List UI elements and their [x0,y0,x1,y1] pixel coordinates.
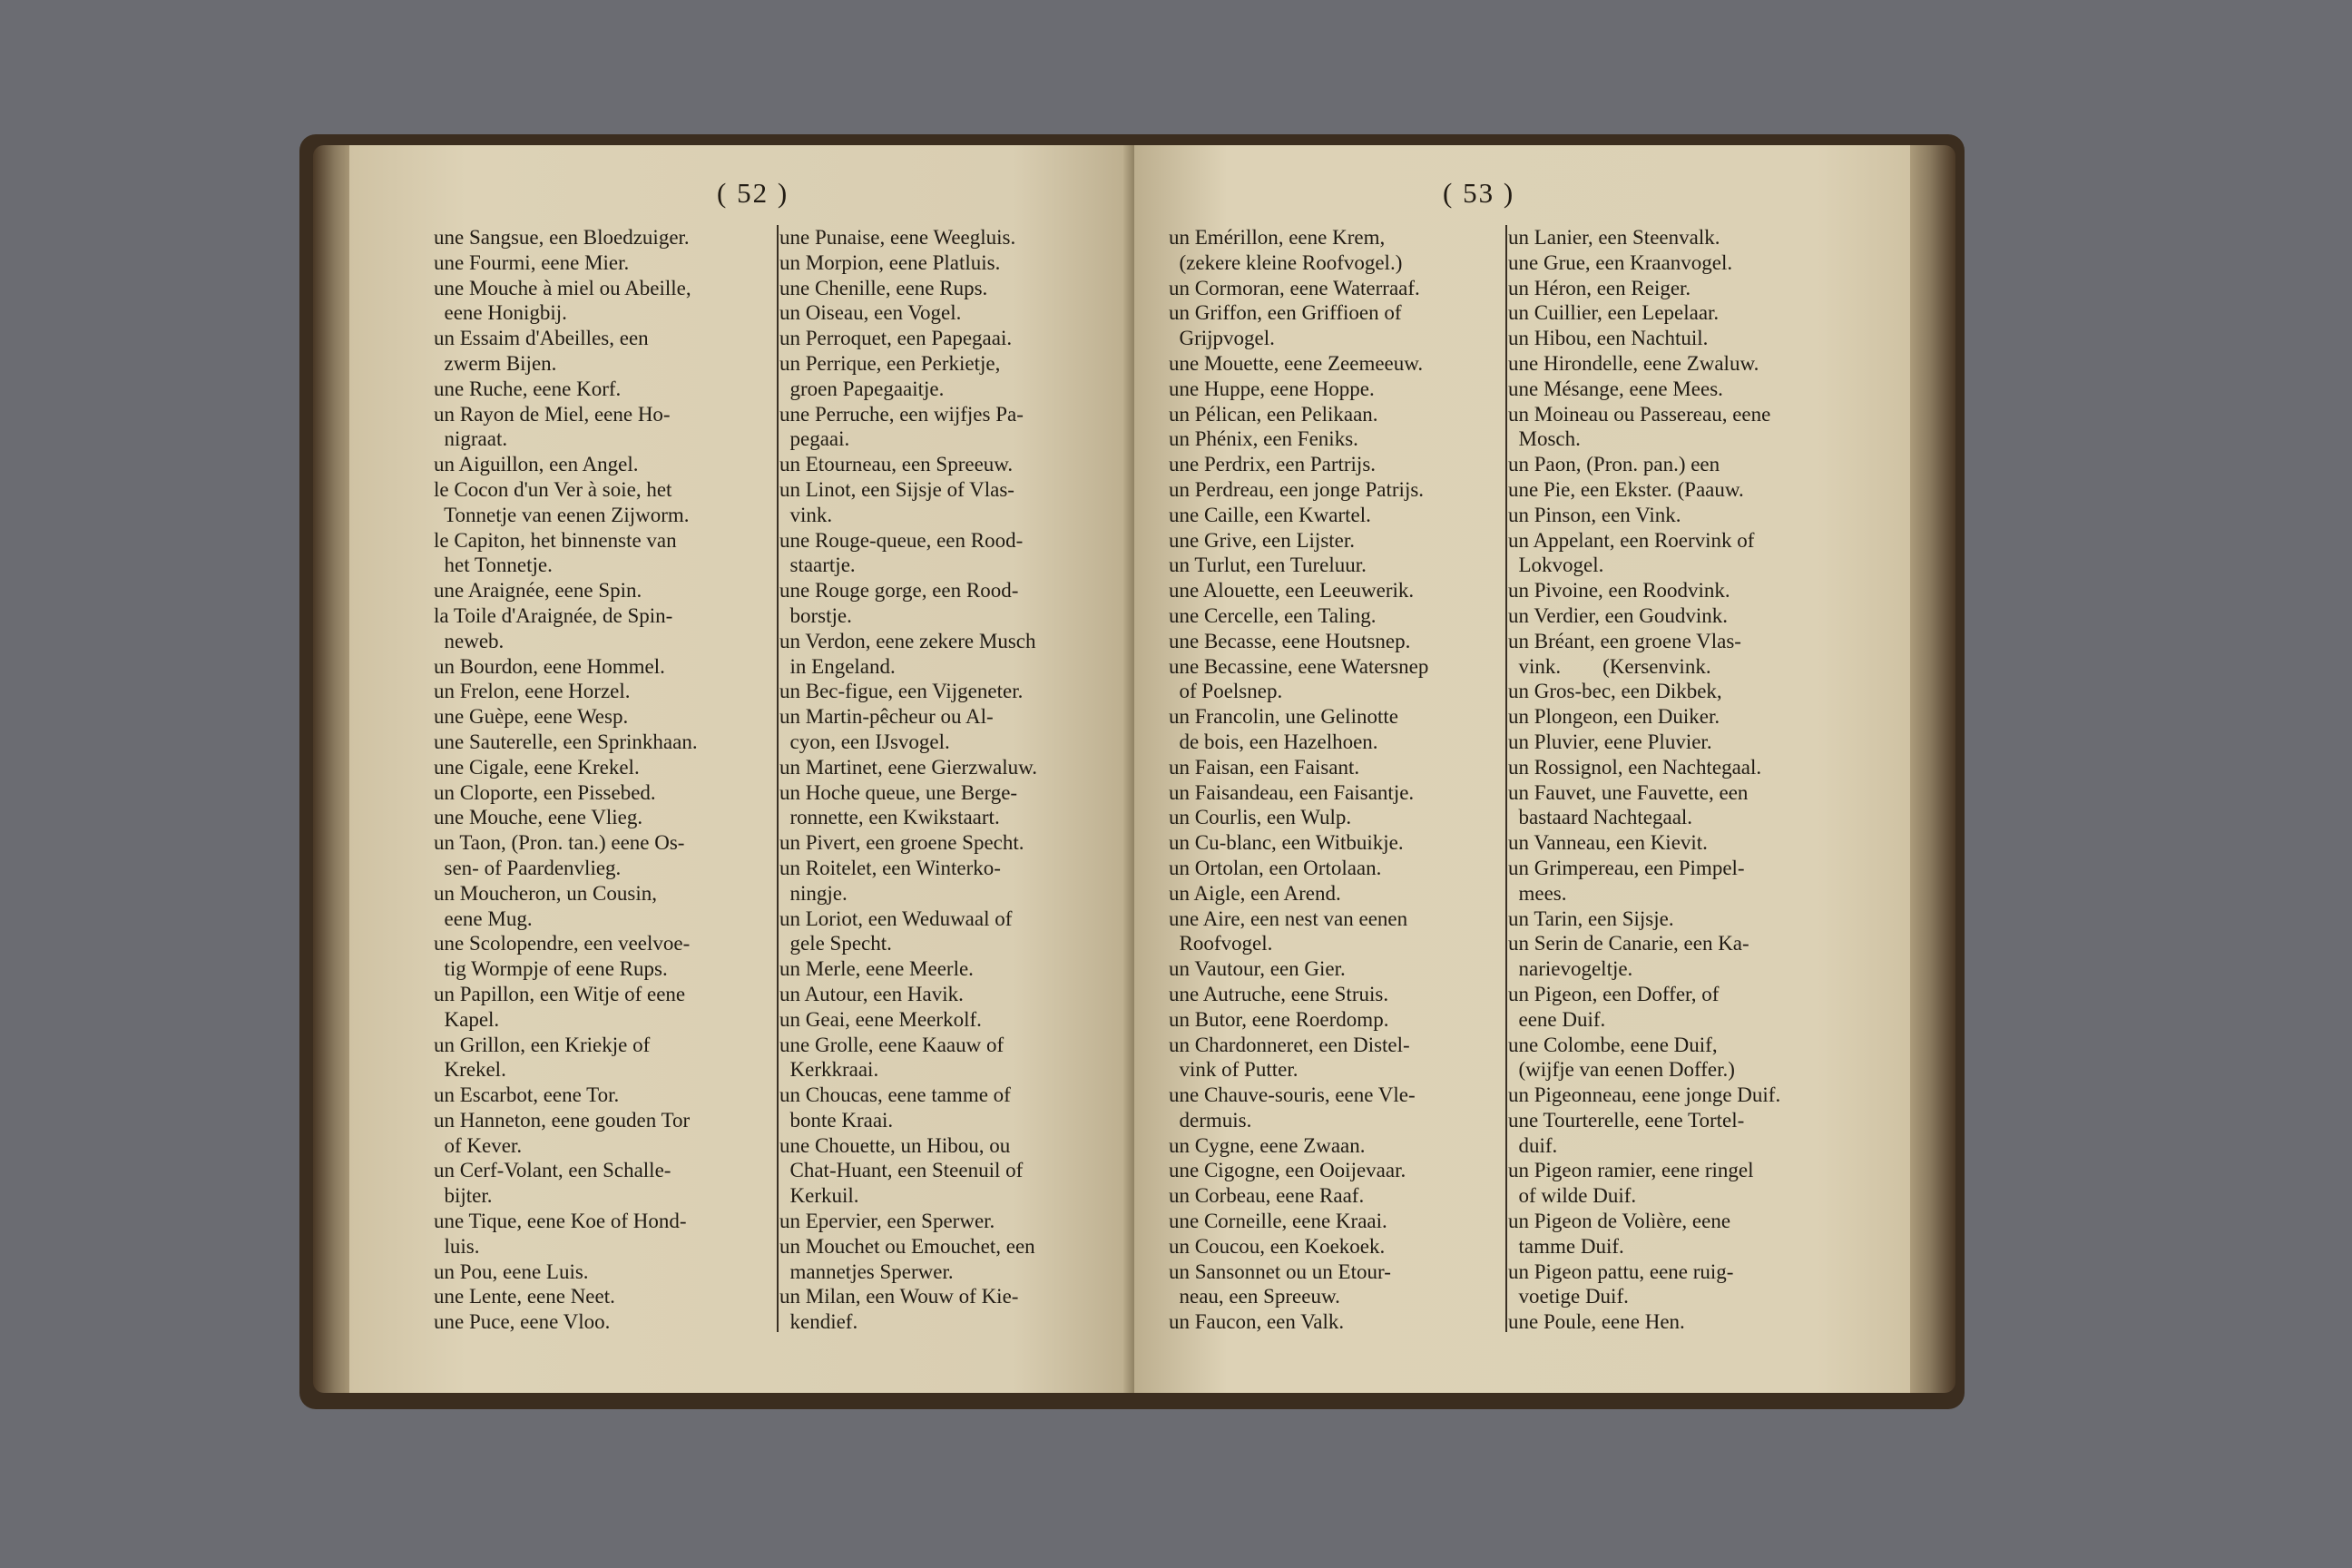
dictionary-entry-line: Kapel. [434,1007,500,1031]
dictionary-entry-line: une Cigogne, een Ooijevaar. [1169,1159,1406,1182]
dictionary-entry-line: un Pigeon ramier, eene ringel [1508,1159,1754,1182]
dictionary-entry-line: une Hirondelle, eene Zwaluw. [1508,351,1759,375]
dictionary-entry-line: un Cygne, eene Zwaan. [1169,1133,1366,1157]
dictionary-entry-line: une Mésange, eene Mees. [1508,377,1723,400]
dictionary-entry-line: un Pivoine, een Roodvink. [1508,579,1730,603]
dictionary-entry-line: un Etourneau, een Spreeuw. [779,453,1014,476]
dictionary-entry-line: un Autour, een Havik. [779,982,964,1005]
dictionary-entry-line: une Pie, een Ekster. (Paauw. [1508,477,1744,501]
dictionary-entry-line: un Grimpereau, een Pimpel- [1508,856,1745,879]
dictionary-entry-line: une Scolopendre, een veelvoe- [434,932,691,956]
dictionary-entry-line: neweb. [434,629,505,652]
dictionary-entry-line: un Courlis, een Wulp. [1169,806,1352,829]
dictionary-entry-line: ronnette, een Kwikstaart. [779,806,1000,829]
dictionary-entry-line: un Mouchet ou Emouchet, een [779,1234,1035,1258]
dictionary-entry-line: un Appelant, een Roervink of [1508,528,1755,552]
dictionary-entry-line: borstje. [779,603,852,627]
dictionary-entry-line: un Corbeau, eene Raaf. [1169,1184,1365,1208]
dictionary-entry-line: Tonnetje van eenen Zijworm. [434,503,690,526]
dictionary-entry-line: une Guèpe, eene Wesp. [434,705,629,729]
dictionary-entry-line: une Corneille, eene Kraai. [1169,1210,1387,1233]
dictionary-entry-line: un Choucas, eene tamme of [779,1083,1011,1107]
dictionary-entry-line: Kerkuil. [779,1184,859,1208]
dictionary-entry-line: une Araignée, eene Spin. [434,579,642,603]
right-page-column-2 [1508,225,1871,1335]
dictionary-entry-line: une Chouette, un Hibou, ou [779,1133,1011,1157]
dictionary-entry-line: un Gros-bec, een Dikbek, [1508,680,1722,703]
dictionary-entry-line: une Autruche, eene Struis. [1169,982,1389,1005]
dictionary-entry-line: un Taon, (Pron. tan.) eene Os- [434,831,685,855]
dictionary-entry-line: un Rayon de Miel, eene Ho- [434,402,671,426]
dictionary-entry-line: un Roitelet, een Winterko- [779,856,1001,879]
dictionary-entry-line: Roofvogel. [1169,932,1273,956]
dictionary-entry-line: un Martin-pêcheur ou Al- [779,705,994,729]
dictionary-entry-line: un Sansonnet ou un Etour- [1169,1259,1391,1283]
left-page [349,145,1130,1393]
dictionary-entry-line: un Epervier, een Sperwer. [779,1210,995,1233]
dictionary-entry-line: dermuis. [1169,1108,1252,1132]
dictionary-entry-line: une Sangsue, een Bloedzuiger. [434,226,690,249]
dictionary-entry-line: nigraat. [434,427,508,451]
column-divider [1505,225,1507,1332]
dictionary-entry-line: une Perruche, een wijfjes Pa- [779,402,1024,426]
dictionary-entry-line: une Mouette, eene Zeemeeuw. [1169,351,1424,375]
dictionary-entry-line: un Loriot, een Weduwaal of [779,906,1013,930]
dictionary-entry-line: une Rouge-queue, een Rood- [779,528,1024,552]
dictionary-entry-line: un Griffon, een Griffioen of [1169,301,1402,325]
dictionary-entry-line: un Linot, een Sijsje of Vlas- [779,477,1014,501]
dictionary-entry-line: le Capiton, het binnenste van [434,528,677,552]
dictionary-entry-line: un Escarbot, eene Tor. [434,1083,620,1107]
dictionary-entry-line: une Tourterelle, eene Tortel- [1508,1108,1745,1132]
dictionary-entry-line: bijter. [434,1184,493,1208]
dictionary-entry-line: une Becasse, eene Houtsnep. [1169,629,1411,652]
column-divider [777,225,779,1332]
right-page-column-1 [1169,225,1532,1335]
dictionary-entry-line: un Pivert, een groene Specht. [779,831,1024,855]
dictionary-entry-line: groen Papegaaitje. [779,377,945,400]
page-number: ( 53 ) [1443,177,1515,209]
dictionary-entry-line: un Hanneton, eene gouden Tor [434,1108,691,1132]
dictionary-entry-line: bastaard Nachtegaal. [1508,806,1693,829]
dictionary-entry-line: un Tarin, een Sijsje. [1508,906,1674,930]
right-page [1134,145,1910,1393]
dictionary-entry-line: mannetjes Sperwer. [779,1259,954,1283]
dictionary-entry-line: un Cormoran, eene Waterraaf. [1169,276,1420,299]
dictionary-entry-line: une Punaise, eene Weegluis. [779,226,1016,249]
dictionary-entry-line: un Perdreau, een jonge Patrijs. [1169,477,1425,501]
dictionary-entry-line: bonte Kraai. [779,1108,894,1132]
dictionary-entry-line: un Verdon, eene zekere Musch [779,629,1036,652]
dictionary-entry-line: une Lente, eene Neet. [434,1285,615,1308]
dictionary-entry-line: un Héron, een Reiger. [1508,276,1691,299]
dictionary-entry-line: pegaai. [779,427,850,451]
dictionary-entry-line: vink of Putter. [1169,1058,1298,1082]
dictionary-entry-line: staartje. [779,554,856,577]
dictionary-entry-line: un Hibou, een Nachtuil. [1508,327,1709,350]
dictionary-entry-line: une Mouche, eene Vlieg. [434,806,643,829]
dictionary-entry-line: of Poelsnep. [1169,680,1283,703]
left-page-column-1 [434,225,780,1335]
dictionary-entry-line: un Lanier, een Steenvalk. [1508,226,1720,249]
dictionary-entry-line: une Perdrix, een Partrijs. [1169,453,1377,476]
page-number: ( 52 ) [717,177,789,209]
dictionary-entry-line: un Verdier, een Goudvink. [1508,603,1729,627]
dictionary-entry-line: une Mouche à miel ou Abeille, [434,276,691,299]
dictionary-entry-line: Chat-Huant, een Steenuil of [779,1159,1024,1182]
dictionary-entry-line: un Grillon, een Kriekje of [434,1033,651,1056]
dictionary-entry-line: une Tique, eene Koe of Hond- [434,1210,687,1233]
left-page-column-2 [779,225,1124,1335]
dictionary-entry-line: eene Duif. [1508,1007,1606,1031]
dictionary-entry-line: un Pélican, een Pelikaan. [1169,402,1378,426]
dictionary-entry-line: tig Wormpje of eene Rups. [434,957,668,981]
dictionary-entry-line: un Perrique, een Perkietje, [779,351,1001,375]
dictionary-entry-line: de bois, een Hazelhoen. [1169,730,1378,753]
dictionary-entry-line: un Bréant, een groene Vlas- [1508,629,1741,652]
dictionary-entry-line: un Plongeon, een Duiker. [1508,705,1720,729]
dictionary-entry-line: of Kever. [434,1133,523,1157]
dictionary-entry-line: le Cocon d'un Ver à soie, het [434,477,672,501]
dictionary-entry-line: un Morpion, eene Platluis. [779,250,1001,274]
dictionary-entry-line: un Chardonneret, een Distel- [1169,1033,1410,1056]
dictionary-entry-line: une Rouge gorge, een Rood- [779,579,1019,603]
dictionary-entry-line: ningje. [779,881,848,905]
dictionary-entry-line: un Pou, eene Luis. [434,1259,589,1283]
dictionary-entry-line: une Cercelle, een Taling. [1169,603,1377,627]
dictionary-entry-line: un Moucheron, un Cousin, [434,881,657,905]
dictionary-entry-line: un Faisan, een Faisant. [1169,755,1360,779]
dictionary-entry-line: une Caille, een Kwartel. [1169,503,1371,526]
dictionary-entry-line: het Tonnetje. [434,554,553,577]
dictionary-entry-line: un Aiguillon, een Angel. [434,453,639,476]
dictionary-entry-line: un Faucon, een Valk. [1169,1310,1345,1334]
dictionary-entry-line: une Cigale, eene Krekel. [434,755,640,779]
dictionary-entry-line: un Cuillier, een Lepelaar. [1508,301,1720,325]
dictionary-entry-line: eene Honigbij. [434,301,567,325]
dictionary-entry-line: une Huppe, eene Hoppe. [1169,377,1375,400]
dictionary-entry-line: un Milan, een Wouw of Kie- [779,1285,1019,1308]
dictionary-entry-line: un Bec-figue, een Vijgeneter. [779,680,1024,703]
dictionary-entry-line: un Hoche queue, une Berge- [779,780,1018,804]
dictionary-entry-line: un Vanneau, een Kievit. [1508,831,1708,855]
dictionary-entry-line: un Essaim d'Abeilles, een [434,327,649,350]
dictionary-entry-line: un Oiseau, een Vogel. [779,301,962,325]
dictionary-entry-line: Grijpvogel. [1169,327,1275,350]
dictionary-entry-line: un Cerf-Volant, een Schalle- [434,1159,671,1182]
dictionary-entry-line: une Alouette, een Leeuwerik. [1169,579,1415,603]
dictionary-entry-line: une Ruche, eene Korf. [434,377,622,400]
dictionary-entry-line: une Sauterelle, een Sprinkhaan. [434,730,698,753]
dictionary-entry-line: duif. [1508,1133,1558,1157]
dictionary-entry-line: un Bourdon, eene Hommel. [434,654,665,678]
dictionary-entry-line: une Grive, een Lijster. [1169,528,1356,552]
dictionary-entry-line: Kerkkraai. [779,1058,879,1082]
dictionary-entry-line: voetige Duif. [1508,1285,1629,1308]
dictionary-entry-line: un Butor, eene Roerdomp. [1169,1007,1389,1031]
dictionary-entry-line: un Vautour, een Gier. [1169,957,1346,981]
dictionary-entry-line: un Pigeonneau, eene jonge Duif. [1508,1083,1781,1107]
dictionary-entry-line: (wijfje van eenen Doffer.) [1508,1058,1735,1082]
dictionary-entry-line: un Cu-blanc, een Witbuikje. [1169,831,1404,855]
dictionary-entry-line: une Puce, eene Vloo. [434,1310,611,1334]
dictionary-entry-line: une Poule, eene Hen. [1508,1310,1685,1334]
dictionary-entry-line: la Toile d'Araignée, de Spin- [434,603,673,627]
dictionary-entry-line: un Turlut, een Tureluur. [1169,554,1367,577]
dictionary-entry-line: vink. (Kersenvink. [1508,654,1711,678]
dictionary-entry-line: un Phénix, een Feniks. [1169,427,1358,451]
dictionary-entry-line: un Papillon, een Witje of eene [434,982,686,1005]
dictionary-entry-line: une Chenille, eene Rups. [779,276,988,299]
dictionary-entry-line: narievogeltje. [1508,957,1633,981]
dictionary-entry-line: kendief. [779,1310,858,1334]
dictionary-entry-line: gele Specht. [779,932,892,956]
dictionary-entry-line: eene Mug. [434,906,533,930]
dictionary-entry-line: cyon, een IJsvogel. [779,730,950,753]
dictionary-entry-line: une Aire, een nest van eenen [1169,906,1408,930]
dictionary-entry-line: un Ortolan, een Ortolaan. [1169,856,1382,879]
dictionary-entry-line: un Geai, eene Meerkolf. [779,1007,982,1031]
dictionary-entry-line: un Coucou, een Koekoek. [1169,1234,1386,1258]
dictionary-entry-line: un Perroquet, een Papegaai. [779,327,1013,350]
dictionary-entry-line: un Aigle, een Arend. [1169,881,1341,905]
dictionary-entry-line: une Colombe, eene Duif, [1508,1033,1718,1056]
dictionary-entry-line: un Paon, (Pron. pan.) een [1508,453,1720,476]
dictionary-entry-line: in Engeland. [779,654,896,678]
dictionary-entry-line: Mosch. [1508,427,1581,451]
dictionary-entry-line: une Chauve-souris, eene Vle- [1169,1083,1416,1107]
dictionary-entry-line: zwerm Bijen. [434,351,557,375]
dictionary-entry-line: un Faisandeau, een Faisantje. [1169,780,1415,804]
dictionary-entry-line: (zekere kleine Roofvogel.) [1169,250,1403,274]
dictionary-entry-line: un Pinson, een Vink. [1508,503,1681,526]
dictionary-entry-line: un Pigeon de Volière, eene [1508,1210,1731,1233]
dictionary-entry-line: un Martinet, eene Gierzwaluw. [779,755,1037,779]
dictionary-entry-line: un Emérillon, eene Krem, [1169,226,1386,249]
dictionary-entry-line: un Francolin, une Gelinotte [1169,705,1398,729]
dictionary-entry-line: une Becassine, eene Watersnep [1169,654,1429,678]
dictionary-entry-line: Lokvogel. [1508,554,1604,577]
dictionary-entry-line: mees. [1508,881,1567,905]
dictionary-entry-line: une Grolle, eene Kaauw of [779,1033,1004,1056]
dictionary-entry-line: une Fourmi, eene Mier. [434,250,630,274]
dictionary-entry-line: un Moineau ou Passereau, eene [1508,402,1771,426]
dictionary-entry-line: un Serin de Canarie, een Ka- [1508,932,1749,956]
dictionary-entry-line: un Merle, eene Meerle. [779,957,974,981]
dictionary-entry-line: un Pluvier, eene Pluvier. [1508,730,1712,753]
dictionary-entry-line: tamme Duif. [1508,1234,1624,1258]
dictionary-entry-line: vink. [779,503,833,526]
dictionary-entry-line: of wilde Duif. [1508,1184,1637,1208]
dictionary-entry-line: un Fauvet, une Fauvette, een [1508,780,1749,804]
dictionary-entry-line: sen- of Paardenvlieg. [434,856,622,879]
dictionary-entry-line: un Rossignol, een Nachtegaal. [1508,755,1762,779]
dictionary-entry-line: un Frelon, eene Horzel. [434,680,631,703]
dictionary-entry-line: un Cloporte, een Pissebed. [434,780,656,804]
dictionary-entry-line: un Pigeon pattu, eene ruig- [1508,1259,1734,1283]
dictionary-entry-line: une Grue, een Kraanvogel. [1508,250,1733,274]
dictionary-entry-line: luis. [434,1234,480,1258]
dictionary-entry-line: un Pigeon, een Doffer, of [1508,982,1720,1005]
dictionary-entry-line: Krekel. [434,1058,506,1082]
dictionary-entry-line: neau, een Spreeuw. [1169,1285,1340,1308]
